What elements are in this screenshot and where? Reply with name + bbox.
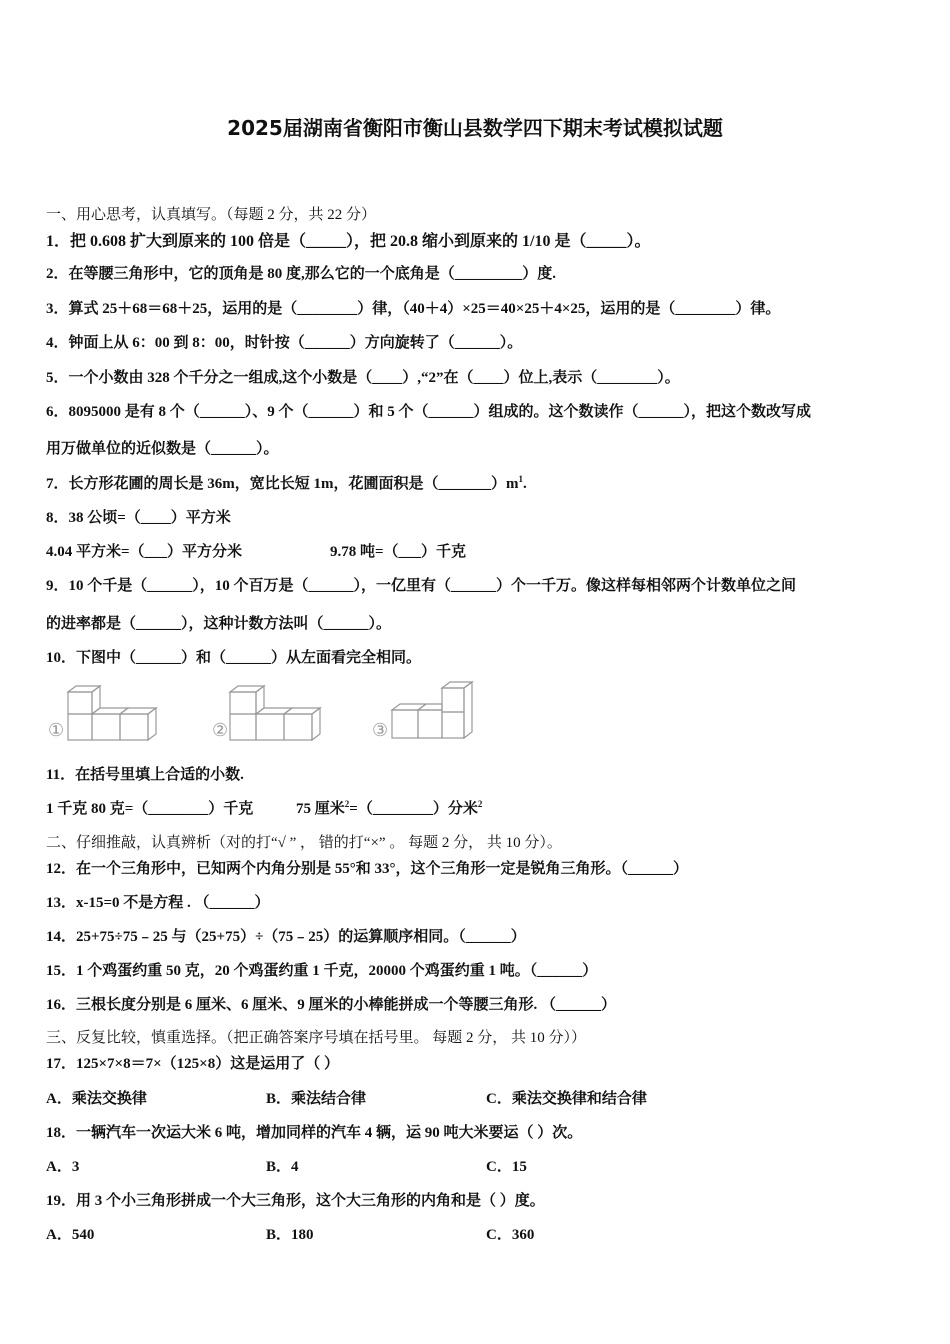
figure-label-2: ② [212, 720, 229, 740]
page-title: 2025届湖南省衡阳市衡山县数学四下期末考试模拟试题 [227, 116, 723, 140]
question-11-superscript-2: 2 [477, 799, 483, 809]
question-7 [46, 472, 527, 493]
question-17: 17．125×7×8＝7×（125×8）这是运用了（ ） [46, 1056, 339, 1072]
question-9-line-1: 9．10 个千是（______），10 个百万是（______），一亿里有（______）个一千万。像这样每相邻两个计数单位之间 [46, 578, 797, 594]
question-6-line-1: 6．8095000 是有 8 个（______）、9 个（______）和 5 个（______）组成的。这个数读作（______），把这个数改写成 [46, 404, 812, 420]
question-11-part-b [296, 797, 482, 818]
question-16: 16．三根长度分别是 6 厘米、6 厘米、9 厘米的小棒能拼成一个等腰三角形. （______） [46, 997, 617, 1013]
section-1-heading: 一、用心思考，认真填写。（每题 2 分，共 22 分） [46, 207, 377, 223]
question-18-option-a: A．3 [46, 1159, 80, 1175]
question-11-part-a: 1 千克 80 克=（________）千克 [46, 801, 254, 817]
question-19-option-a: A．540 [46, 1227, 95, 1243]
question-17-option-c: C．乘法交换律和结合律 [486, 1091, 647, 1107]
question-19-option-b: B．180 [266, 1227, 314, 1243]
question-8: 8．38 公顷=（____）平方米 [46, 510, 231, 526]
cube-figure-1 [44, 676, 164, 751]
question-13: 13．x-15=0 不是方程 . （______） [46, 895, 270, 911]
question-5: 5．一个小数由 328 个千分之一组成,这个小数是（____）,“2”在（____）位上,表示（________）。 [46, 370, 680, 386]
question-3: 3．算式 25＋68＝68＋25，运用的是（________）律，（40＋4）×25＝40×25＋4×25，运用的是（________）律。 [46, 301, 781, 317]
section-2-heading: 二、仔细推敲，认真辨析（对的打“√ ” ， 错的打“×” 。 每题 2 分， 共 10 分）。 [46, 835, 562, 851]
question-11-superscript-1: 2 [344, 799, 350, 809]
question-9-line-2: 的进率都是（______），这种计数方法叫（______）。 [46, 616, 392, 632]
question-15: 15．1 个鸡蛋约重 50 克，20 个鸡蛋约重 1 千克，20000 个鸡蛋约重 1 吨。（______） [46, 963, 598, 979]
question-17-option-a: A．乘法交换律 [46, 1091, 147, 1107]
question-17-option-b: B．乘法结合律 [266, 1091, 367, 1107]
question-18-option-b: B．4 [266, 1159, 299, 1175]
question-18: 18．一辆汽车一次运大米 6 吨，增加同样的汽车 4 辆，运 90 吨大米要运（ ）次。 [46, 1125, 583, 1141]
question-18-option-c: C．15 [486, 1159, 527, 1175]
question-11-part-b-text: 75 厘米 [296, 801, 345, 817]
question-2: 2．在等腰三角形中，它的顶角是 80 度,那么它的一个底角是（_________）度. [46, 266, 557, 282]
question-1: 1．把 0.608 扩大到原来的 100 倍是（_____），把 20.8 缩小到原来的 1/10 是（_____）。 [46, 233, 651, 250]
question-7-text: 7．长方形花圃的周长是 36m，宽比长短 1m，花圃面积是（_______）m [46, 476, 519, 492]
question-12: 12．在一个三角形中，已知两个内角分别是 55°和 33°，这个三角形一定是锐角三角形。（______） [46, 861, 689, 877]
question-7-end: . [523, 476, 527, 492]
cube-figure-3 [370, 676, 480, 751]
question-6-line-2: 用万做单位的近似数是（______）。 [46, 441, 279, 457]
figure-label-3: ③ [372, 720, 389, 740]
question-11-part-b-text-2: =（________）分米 [349, 801, 478, 817]
question-19: 19．用 3 个小三角形拼成一个大三角形，这个大三角形的内角和是（ ）度。 [46, 1193, 545, 1209]
question-8-part-c: 9.78 吨=（___）千克 [330, 544, 467, 560]
question-11: 11．在括号里填上合适的小数. [46, 767, 244, 783]
question-10: 10．下图中（______）和（______）从左面看完全相同。 [46, 650, 422, 666]
question-4: 4．钟面上从 6：00 到 8：00，时针按（______）方向旋转了（______）。 [46, 335, 523, 351]
figure-label-1: ① [48, 720, 65, 740]
section-3-heading: 三、反复比较，慎重选择。（把正确答案序号填在括号里。 每题 2 分， 共 10 分）） [46, 1030, 587, 1046]
question-8-part-b: 4.04 平方米=（___）平方分米 [46, 544, 243, 560]
question-14: 14．25+75÷75﹣25 与（25+75）÷（75﹣25）的运算顺序相同。（______） [46, 929, 526, 945]
question-19-option-c: C．360 [486, 1227, 535, 1243]
cube-figure-2 [208, 676, 328, 751]
question-7-superscript: 1 [518, 474, 523, 484]
